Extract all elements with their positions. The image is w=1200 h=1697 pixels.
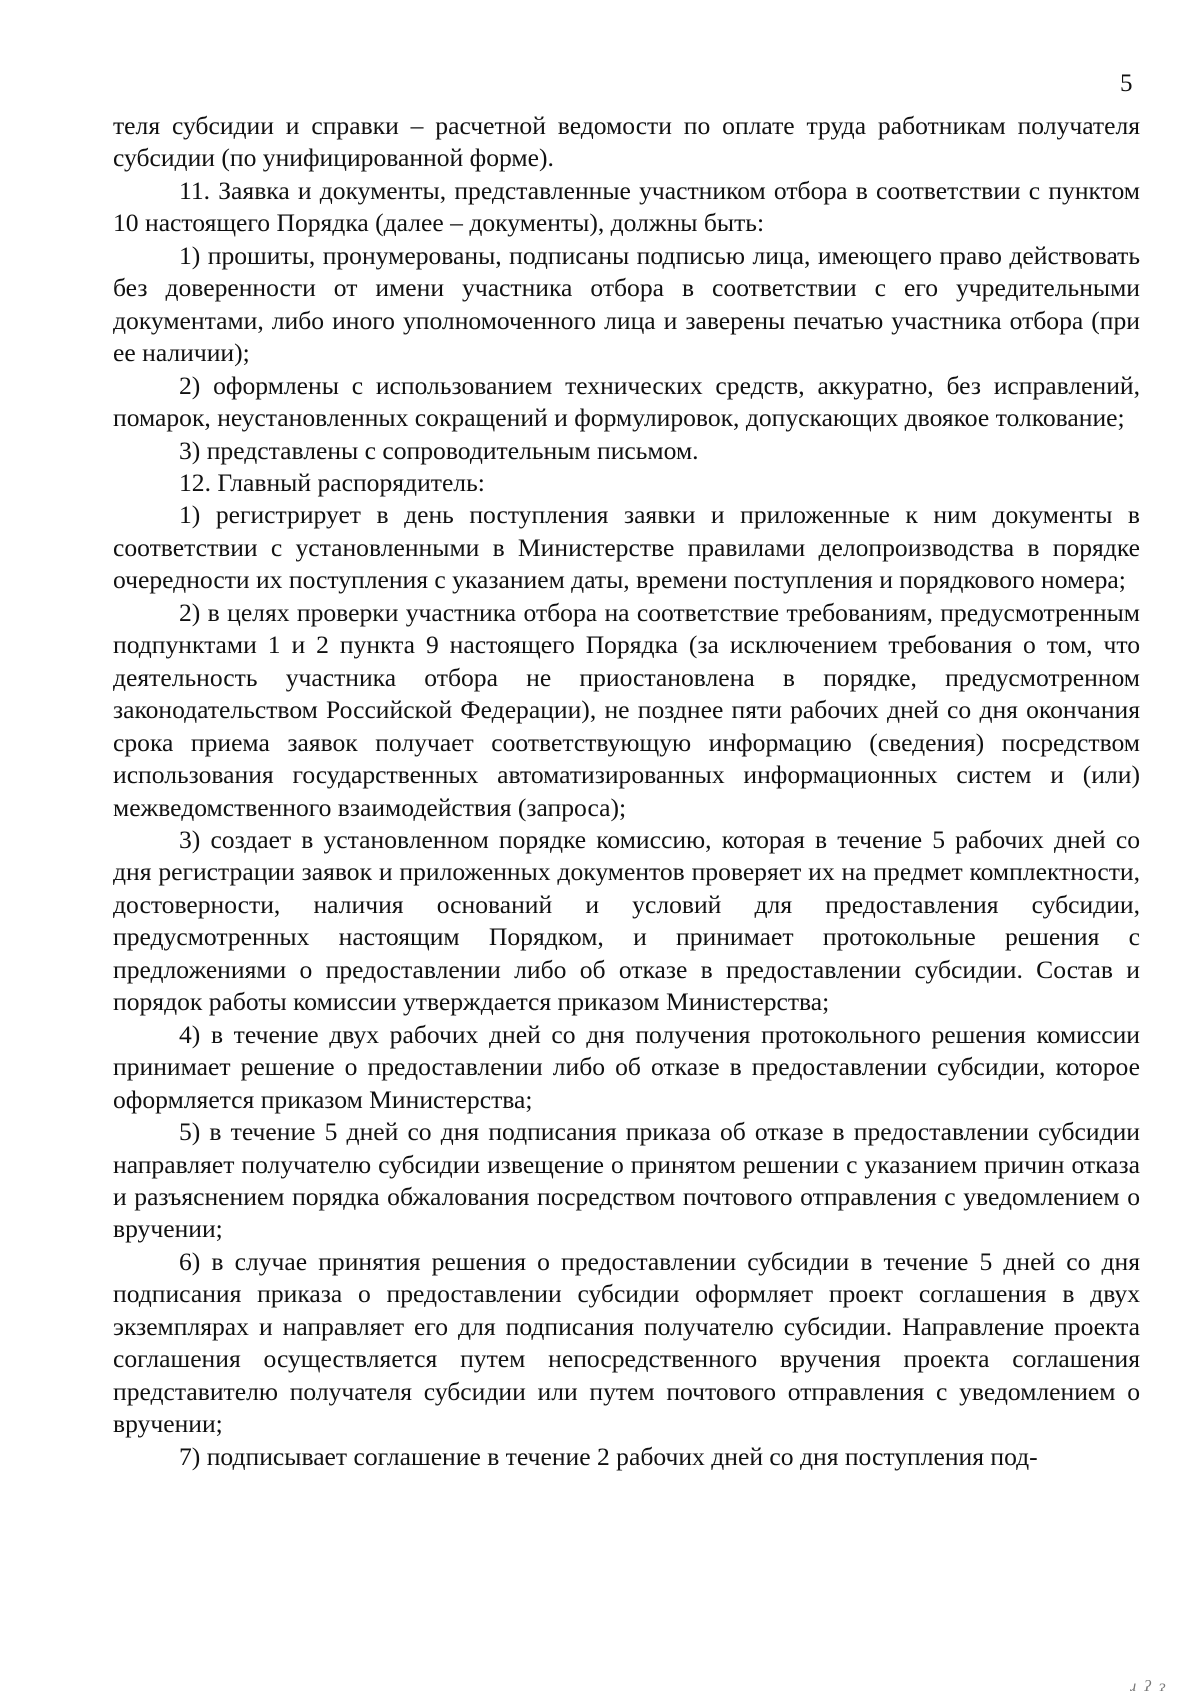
paragraph-item-12: 12. Главный распорядитель: (179, 467, 485, 497)
paragraph-item-11: 11. Заявка и документы, представленные участником отбора в соответствии с пунктом 10 настоящего Порядка (далее – документы), должны быть: (113, 175, 1140, 238)
paragraph-subitem-12-5: 5) в течение 5 дней со дня подписания приказа об отказе в предоставлении субсидии направляет получателю субсидии извещение о принятом решении с указанием причин отказа и разъяснением порядка обжалования посредством почтового отправления с уведомлением о вручении; (113, 1117, 1140, 1244)
document-body (113, 110, 1140, 1473)
paragraph-subitem-12-4: 4) в течение двух рабочих дней со дня получения протокольного решения комиссии принимает решение о предоставлении либо об отказе в предоставлении субсидии, которое оформляется приказом Министерства; (113, 1019, 1140, 1114)
handwritten-corner-mark: ɹ ʔ ɂ (1130, 1678, 1168, 1695)
paragraph-subitem-11-2: 2) оформлены с использованием технических средств, аккуратно, без исправлений, помарок, неустановленных сокращений и формулировок, допускающих двоякое толкование; (113, 370, 1140, 433)
paragraph-continuation: теля субсидии и справки – расчетной ведомости по оплате труда работникам получателя субсидии (по унифицированной форме). (113, 111, 1140, 173)
page-number: 5 (1120, 70, 1133, 97)
paragraph-subitem-11-1: 1) прошиты, пронумерованы, подписаны подписью лица, имеющего право действовать без доверенности от имени участника отбора в соответствии с его учредительными документами, либо иного уполномоченного лица и заверены печатью участника отбора (при ее наличии); (113, 240, 1140, 368)
paragraph-subitem-12-1: 1) регистрирует в день поступления заявки и приложенные к ним документы в соответствии с установленными в Министерстве правилами делопроизводства в порядке очередности их поступления с указанием даты, времени поступления и порядкового номера; (113, 500, 1140, 595)
paragraph-subitem-12-7: 7) подписывает соглашение в течение 2 рабочих дней со дня поступления под- (179, 1441, 1038, 1471)
paragraph-subitem-12-2: 2) в целях проверки участника отбора на соответствие требованиям, предусмотренным подпунктами 1 и 2 пункта 9 настоящего Порядка (за исключением требования о том, что деятельность участника отбора не приостановлена в порядке, предусмотренном законодательством Российской Федерации), не позднее пяти рабочих дней со дня окончания срока приема заявок получает соответствующую информацию (сведения) посредством использования государственных автоматизированных информационных систем и (или) межведомственного взаимодействия (запроса); (113, 597, 1140, 822)
paragraph-subitem-11-3: 3) представлены с сопроводительным письмом. (179, 435, 699, 465)
paragraph-subitem-12-6: 6) в случае принятия решения о предоставлении субсидии в течение 5 дней со дня подписания приказа о предоставлении субсидии оформляет проект соглашения в двух экземплярах и направляет его для подписания получателю субсидии. Направление проекта соглашения осуществляется путем непосредственного вручения проекта соглашения представителю получателя субсидии или путем почтового отправления с уведомлением о вручении; (113, 1246, 1140, 1439)
paragraph-subitem-12-3: 3) создает в установленном порядке комиссию, которая в течение 5 рабочих дней со дня регистрации заявок и приложенных документов проверяет их на предмет комплектности, достоверности, наличия оснований и условий для предоставления субсидии, предусмотренных настоящим Порядком, и принимает протокольные решения с предложениями о предоставлении либо об отказе в предоставлении субсидии. Состав и порядок работы комиссии утверждается приказом Министерства; (113, 824, 1140, 1017)
